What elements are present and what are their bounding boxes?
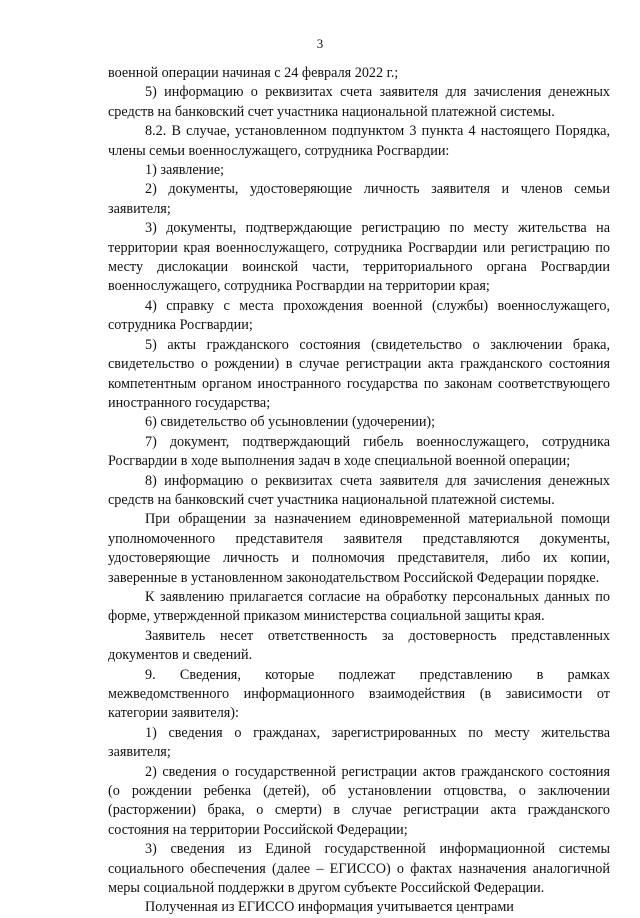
document-body [108,64,610,918]
paragraph: 2) документы, удостоверяющие личность заявителя и членов семьи заявителя; [108,181,610,217]
paragraph: 6) свидетельство об усыновлении (удочерении); [145,414,436,431]
paragraph: 3) документы, подтверждающие регистрацию по месту жительства на территории края военнослужащего, сотрудника Росгвардии или регистрацию по месту дислокации воинской части, территориального органа Росгвардии военнослужащего, сотрудника Росгвардии на территории края; [108,220,610,295]
paragraph: 2) сведения о государственной регистрации актов гражданского состояния (о рождении ребенка (детей), об установлении отцовства, о заключении (расторжении) брака, о смерти) в случае регистрации акта гражданского состояния на территории Российской Федерации; [108,763,610,838]
paragraph: военной операции начиная с 24 февраля 2022 г.; [108,65,399,81]
page-number: 3 [316,36,324,51]
paragraph: 8.2. В случае, установленном подпунктом 3 пункта 4 настоящего Порядка, члены семьи военнослужащего, сотрудника Росгвардии: [108,123,610,159]
paragraph: 4) справку с места прохождения военной (службы) военнослужащего, сотрудника Росгвардии; [108,297,610,334]
paragraph: К заявлению прилагается согласие на обработку персональных данных по форме, утвержденной приказом министерства социальной защиты края. [108,588,610,625]
paragraph: 5) акты гражданского состояния (свидетельство о заключении брака, свидетельство о рождении) в случае регистрации акта гражданского состояния компетентным органом иностранного государства по законам соответствующего иностранного государства; [108,336,610,411]
paragraph: 1) сведения о гражданах, зарегистрированных по месту жительства заявителя; [108,724,610,761]
paragraph: 7) документ, подтверждающий гибель военнослужащего, сотрудника Росгвардии в ходе выполнения задач в ходе специальной военной операции; [108,433,610,470]
paragraph: 3) сведения из Единой государственной информационной системы социального обеспечения (далее – ЕГИССО) о фактах назначения аналогичной меры социальной поддержки в другом субъекте Российской Федерации. [108,841,610,897]
paragraph: 9. Сведения, которые подлежат представлению в рамках межведомственного информационного взаимодействия (в зависимости от категории заявителя): [108,666,610,722]
paragraph: 5) информацию о реквизитах счета заявителя для зачисления денежных средств на банковский счет участника национальной платежной системы. [108,84,610,120]
paragraph: 1) заявление; [145,162,225,179]
paragraph: Полученная из ЕГИССО информация учитывается центрами [145,899,514,916]
paragraph: Заявитель несет ответственность за достоверность представленных документов и сведений. [108,627,610,664]
paragraph: 8) информацию о реквизитах счета заявителя для зачисления денежных средств на банковский счет участника национальной платежной системы. [108,472,610,508]
paragraph: При обращении за назначением единовременной материальной помощи уполномоченного представителя заявителя представляются документы, удостоверяющие личность и полномочия представителя, либо их копии, заверенные в установленном законодательством Российской Федерации порядке. [108,511,610,586]
